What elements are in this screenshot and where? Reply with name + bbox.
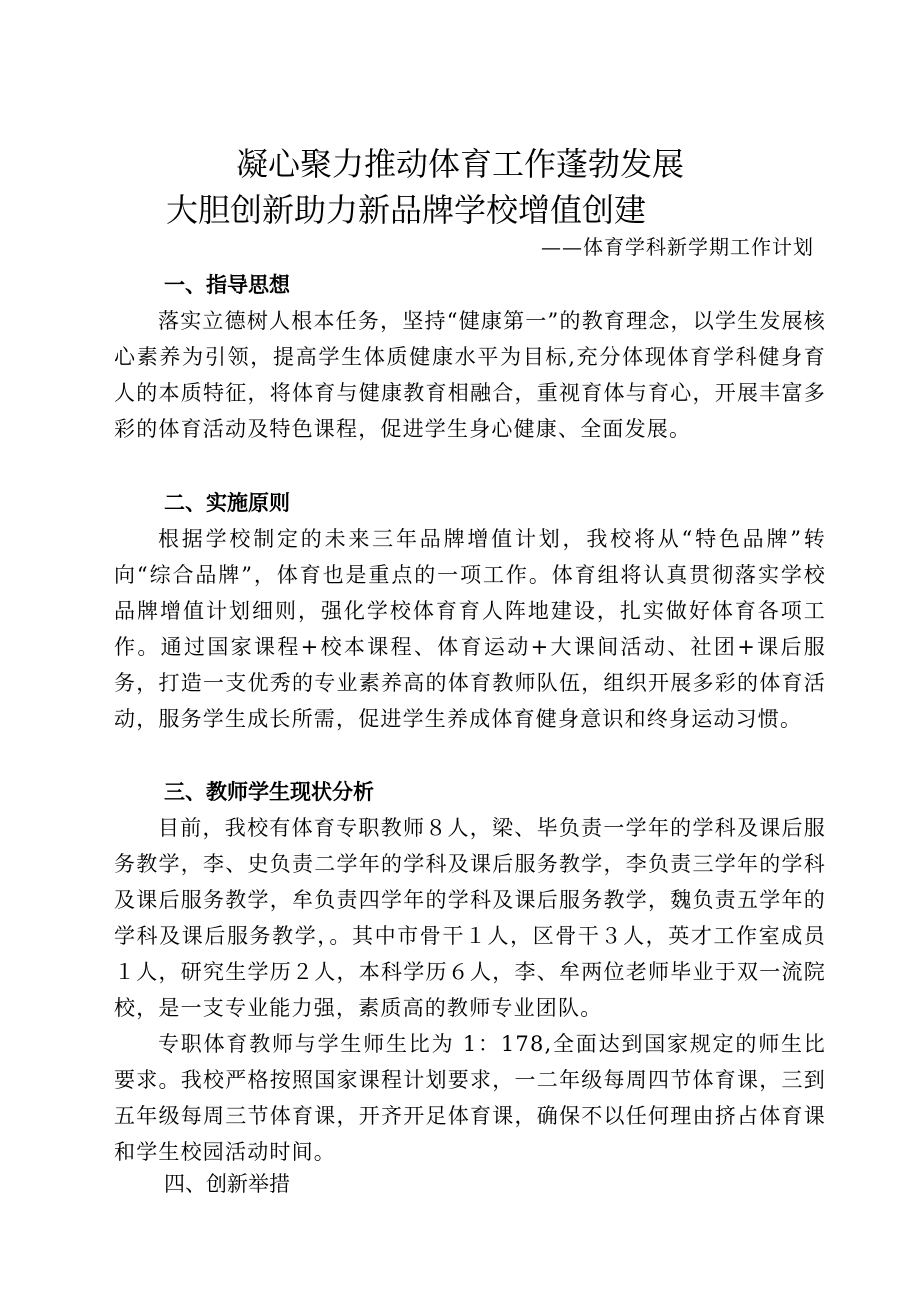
section-paragraph: 专职体育教师与学生师生比为 1：178,全面达到国家规定的师生比要求。我校严格按照国家课程计划要求，一二年级每周四节体育课，三到五年级每周三节体育课，开齐开足体育课，确保不以任何理由挤占体育课和学生校园活动时间。: [114, 1032, 826, 1164]
section-guiding-ideology: [114, 267, 826, 447]
section-heading: 一、指导思想: [164, 273, 290, 297]
document-subtitle: ——体育学科新学期工作计划: [541, 235, 814, 259]
section-status-analysis: [114, 774, 826, 1170]
section-heading: 二、实施原则: [164, 491, 290, 515]
section-innovative-measures: [114, 1166, 826, 1202]
section-paragraph: 目前，我校有体育专职教师８人，梁、毕负责一学年的学科及课后服务教学，李、史负责二学年的学科及课后服务教学，李负责三学年的学科及课后服务教学，牟负责四学年的学科及课后服务教学，魏负责五学年的学科及课后服务教学，。其中市骨干１人，区骨干３人，英才工作室成员１人，研究生学历２人，本科学历６人，李、牟两位老师毕业于双一流院校，是一支专业能力强，素质高的教师专业团队。: [114, 816, 826, 1020]
section-heading: 三、教师学生现状分析: [164, 780, 374, 804]
section-paragraph: 落实立德树人根本任务，坚持“健康第一”的教育理念，以学生发展核心素养为引领，提高学生体质健康水平为目标,充分体现体育学科健身育人的本质特征，将体育与健康教育相融合，重视育体与育心，开展丰富多彩的体育活动及特色课程，促进学生身心健康、全面发展。: [114, 309, 826, 441]
section-heading: 四、创新举措: [164, 1172, 290, 1196]
document-title-line-2: 大胆创新助力新品牌学校增值创建: [166, 191, 647, 229]
document-title-line-1: 凝心聚力推动体育工作蓬勃发展: [236, 145, 685, 183]
section-implementation-principles: [114, 485, 826, 737]
section-paragraph: 根据学校制定的未来三年品牌增值计划，我校将从“特色品牌”转向“综合品牌”，体育也是重点的一项工作。体育组将认真贯彻落实学校品牌增值计划细则，强化学校体育育人阵地建设，扎实做好体育各项工作。通过国家课程+校本课程、体育运动+大课间活动、社团+课后服务，打造一支优秀的专业素养高的体育教师队伍，组织开展多彩的体育活动，服务学生成长所需，促进学生养成体育健身意识和终身运动习惯。: [114, 527, 826, 731]
